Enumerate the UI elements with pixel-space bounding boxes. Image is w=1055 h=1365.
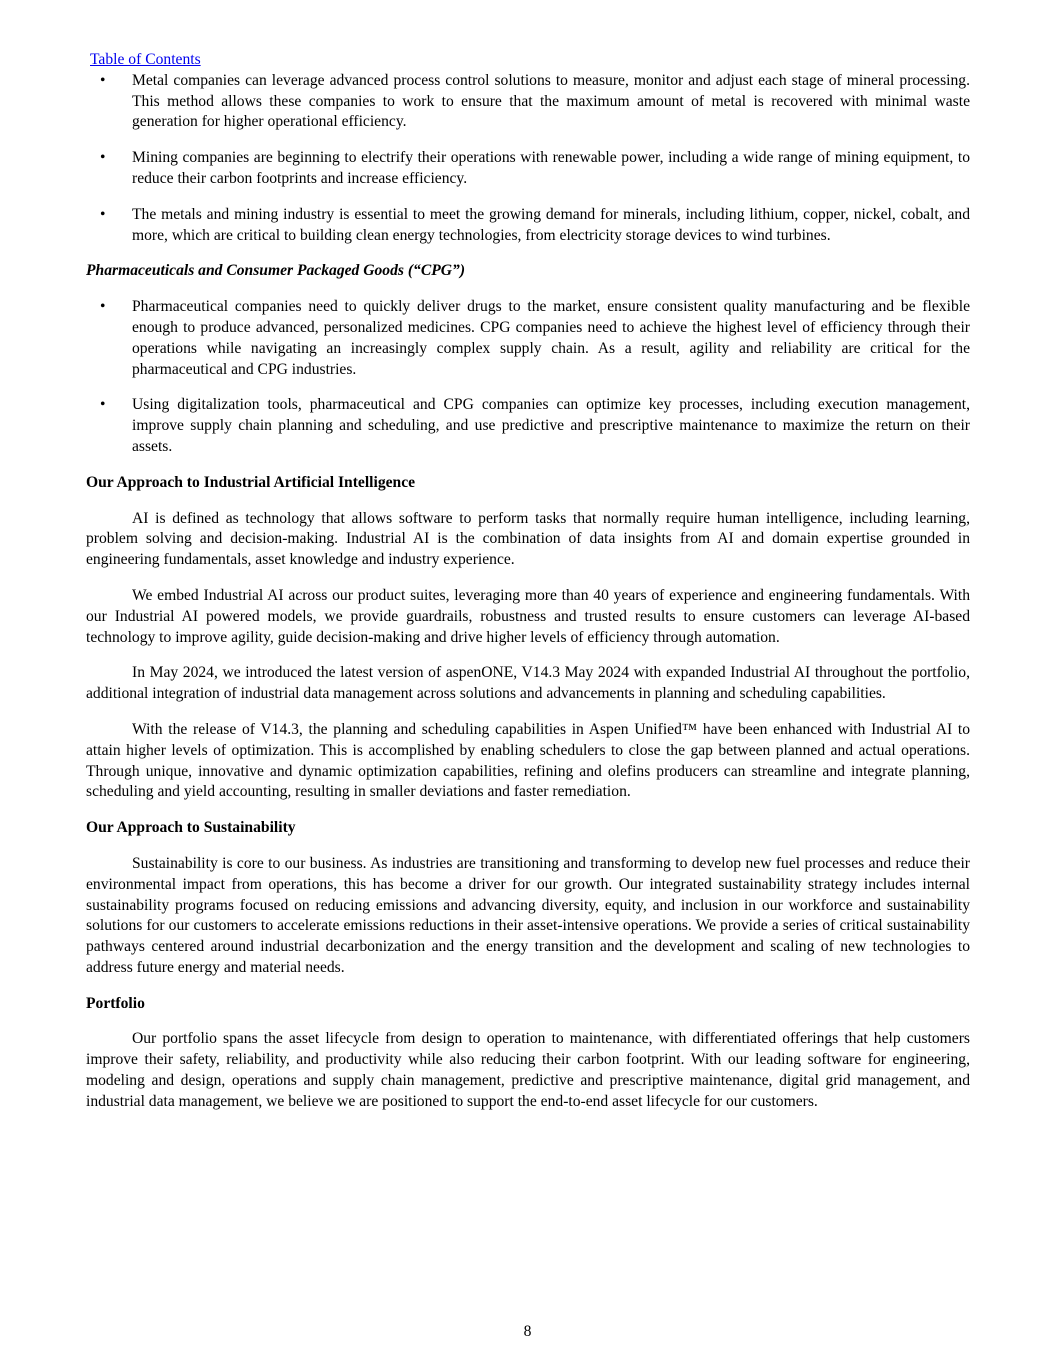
list-item [86, 205, 970, 247]
bullet-icon: • [100, 298, 106, 316]
paragraph: Sustainability is core to our business. As industries are transitioning and transforming to develop new fuel processes and reduce their environmental impact from operations, this has become a driver for our growth. Our integrated sustainability strategy includes internal sustainability programs focused on reducing emissions and advancing diversity, equity, and inclusion in our workforce and sustainability solutions for our customers to accelerate emissions reductions in their asset-intensive operations. We provide a series of critical sustainability pathways centered around industrial decarbonization and the energy transition and the development and scaling of new technologies to address future energy and material needs. [86, 854, 970, 976]
bullet-text: Metal companies can leverage advanced process control solutions to measure, monitor and adjust each stage of mineral processing. This method allows these companies to work to ensure that the maximum amount of metal is recovered with minimal waste generation for higher operational efficiency. [132, 71, 970, 131]
industrial-ai-heading: Our Approach to Industrial Artificial Intelligence [86, 473, 416, 491]
paragraph: We embed Industrial AI across our product suites, leveraging more than 40 years of experience and engineering fundamentals. With our Industrial AI powered models, we provide guardrails, robustness and trusted results to ensure customers can leverage AI-based technology to improve agility, guide decision-making and drive higher levels of efficiency through automation. [86, 586, 970, 646]
bullet-icon: • [100, 149, 106, 167]
bullet-text: Pharmaceutical companies need to quickly deliver drugs to the market, ensure consistent quality manufacturing and be flexible enough to produce advanced, personalized medicines. CPG companies need to achieve the highest level of efficiency through their operations while navigating an increasingly complex supply chain. As a result, agility and reliability are critical for the pharmaceutical and CPG industries. [132, 298, 970, 378]
paragraph: In May 2024, we introduced the latest version of aspenONE, V14.3 May 2024 with expanded Industrial AI throughout the portfolio, additional integration of industrial data management across solutions and advancements in planning and scheduling capabilities. [86, 664, 970, 703]
bullet-text: Using digitalization tools, pharmaceutical and CPG companies can optimize key processes, including execution management, improve supply chain planning and scheduling, and use predictive and prescriptive maintenance to maximize the return on their assets. [132, 396, 970, 455]
list-item [86, 297, 970, 380]
paragraph: With the release of V14.3, the planning and scheduling capabilities in Aspen Unified™ have been enhanced with Industrial AI to attain higher levels of optimization. This is accomplished by enabling schedulers to close the gap between planned and actual operations. Through unique, innovative and dynamic optimization capabilities, refining and olefins producers can streamline and integrate planning, scheduling and yield accounting, resulting in smaller deviations and faster remediation. [86, 720, 970, 801]
paragraph: AI is defined as technology that allows software to perform tasks that normally require human intelligence, including learning, problem solving and decision-making. Industrial AI is the combination of data insights from AI and domain expertise grounded in engineering fundamentals, asset knowledge and industry experience. [86, 509, 970, 569]
bullet-text: The metals and mining industry is essential to meet the growing demand for minerals, including lithium, copper, nickel, cobalt, and more, which are critical to building clean energy technologies, from electricity storage devices to wind turbines. [132, 205, 970, 244]
list-item [86, 148, 970, 190]
document-page [86, 50, 970, 1128]
list-item [86, 395, 970, 457]
bullet-icon: • [100, 205, 106, 223]
paragraph: Our portfolio spans the asset lifecycle from design to operation to maintenance, with differentiated offerings that help customers improve their safety, reliability, and productivity while also reducing their carbon footprint. With our leading software for engineering, modeling and design, operations and supply chain management, predictive and prescriptive maintenance, digital grid management, and industrial data management, we believe we are positioned to support the end-to-end asset lifecycle for our customers. [86, 1030, 970, 1110]
metals-bullet-list [86, 71, 970, 247]
portfolio-heading: Portfolio [86, 994, 145, 1012]
sustainability-heading: Our Approach to Sustainability [86, 819, 296, 837]
bullet-icon: • [100, 71, 106, 89]
bullet-icon: • [100, 396, 106, 414]
pharma-bullet-list [86, 297, 970, 458]
page-number: 8 [523, 1323, 532, 1340]
pharma-cpg-heading: Pharmaceuticals and Consumer Packaged Goods (“CPG”) [86, 262, 466, 280]
bullet-text: Mining companies are beginning to electrify their operations with renewable power, including a wide range of mining equipment, to reduce their carbon footprints and increase efficiency. [132, 149, 970, 187]
table-of-contents-link[interactable]: Table of Contents [90, 51, 201, 68]
list-item [86, 71, 970, 133]
